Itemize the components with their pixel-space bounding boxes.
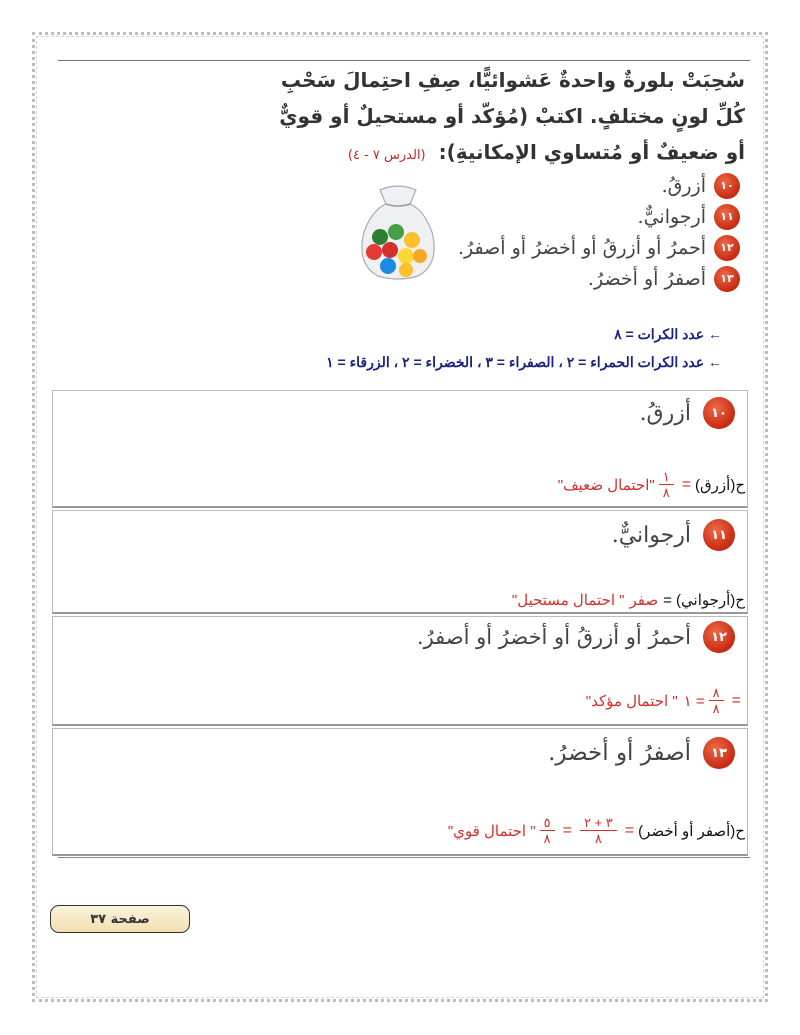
- probability-result: " احتمال مستحيل": [511, 592, 625, 609]
- item-number-badge: ١١: [714, 204, 740, 230]
- exercise-list: [458, 170, 740, 294]
- denominator: ٨: [712, 701, 720, 716]
- answer-prefix: ح(أزرق): [695, 476, 745, 494]
- question-line-3: [185, 134, 745, 174]
- item-text: أصفرُ أو أخضرُ.: [548, 740, 691, 766]
- item-number-badge: ١٣: [703, 737, 735, 769]
- answer-box-header: [640, 397, 735, 429]
- item-number-badge: ١٢: [703, 621, 735, 653]
- marble-bag-illustration: [358, 182, 438, 282]
- equals-sign: =: [731, 691, 741, 709]
- answer-prefix: ح(أصفر أو أخضر): [638, 822, 745, 840]
- probability-result: " احتمال مؤكد": [585, 692, 678, 710]
- numerator: ٥: [543, 815, 551, 830]
- answer-value: صفر: [629, 592, 659, 609]
- answer-box-11: [52, 510, 748, 614]
- question-line-1: سُحِبَتْ بلورةٌ واحدةٌ عَشوائيًّا، صِفِ احتِمالَ سَحْبِ: [280, 68, 745, 92]
- answer-line: [448, 815, 745, 846]
- item-text: أحمرُ أو أزرقُ أو أخضرُ أو أصفرُ.: [416, 625, 691, 649]
- facts-list: [326, 320, 722, 376]
- fraction: [582, 815, 615, 846]
- fact-total: ← عدد الكرات = ٨: [614, 326, 722, 342]
- answer-box-header: [612, 519, 735, 551]
- page-number-label: صفحة ٣٧: [50, 905, 190, 933]
- denominator: ٨: [662, 485, 670, 500]
- item-number-badge: ١١: [703, 519, 735, 551]
- question-line-3-text: أو ضعيفٌ أو مُتساوي الإمكانيةِ):: [438, 140, 745, 164]
- answer-box-10: [52, 390, 748, 508]
- equals-sign: =: [681, 475, 692, 493]
- equals-one: = ١: [683, 692, 705, 710]
- fraction: [661, 469, 672, 500]
- answer-line: [586, 685, 745, 716]
- lesson-reference: (الدرس ٧ - ٤): [347, 148, 426, 163]
- item-text: أزرقُ.: [661, 174, 706, 197]
- exercise-item: [458, 263, 740, 294]
- item-number-badge: ١٢: [714, 235, 740, 261]
- fraction: [542, 815, 553, 846]
- fact-counts: ← عدد الكرات الحمراء = ٢ ، الصفراء = ٣ ، الخضراء = ٢ ، الزرقاء = ١: [326, 354, 722, 370]
- item-text: أزرقُ.: [639, 400, 691, 426]
- question-line-2: كُلِّ لونٍ مختلفٍ. اكتبْ (مُؤكّد أو مستحيلٌ أو قويٌّ: [279, 104, 745, 128]
- denominator: ٨: [594, 831, 602, 846]
- divider: [58, 60, 750, 61]
- item-text: أحمرُ أو أزرقُ أو أخضرُ أو أصفرُ.: [458, 236, 706, 259]
- equals-sign: =: [624, 821, 635, 839]
- exercise-item: [458, 170, 740, 201]
- divider: [58, 857, 750, 858]
- probability-result: " احتمال قوي": [447, 822, 536, 840]
- answer-box-header: [417, 621, 735, 653]
- answer-line: [512, 591, 745, 609]
- denominator: ٨: [543, 831, 551, 846]
- numerator: ١: [662, 469, 670, 484]
- equals-sign: =: [562, 821, 572, 839]
- numerator: ٨: [712, 685, 720, 700]
- item-number-badge: ١٠: [714, 173, 740, 199]
- answer-box-12: [52, 616, 748, 726]
- answer-line: [558, 469, 745, 500]
- item-text: أرجوانيٌّ.: [637, 205, 706, 228]
- fraction: [711, 685, 722, 716]
- item-number-badge: ١٠: [703, 397, 735, 429]
- answer-box-13: [52, 728, 748, 856]
- question-text: [185, 62, 745, 174]
- exercise-item: [458, 232, 740, 263]
- numerator: ٣ + ٢: [583, 815, 613, 830]
- item-text: أصفرُ أو أخضرُ.: [587, 267, 706, 290]
- item-text: أرجوانيٌّ.: [611, 522, 691, 548]
- answer-box-header: [548, 737, 735, 769]
- probability-result: "احتمال ضعيف": [557, 476, 655, 494]
- item-number-badge: ١٣: [714, 266, 740, 292]
- answer-prefix: ح(أرجواني) =: [663, 592, 745, 609]
- exercise-item: [458, 201, 740, 232]
